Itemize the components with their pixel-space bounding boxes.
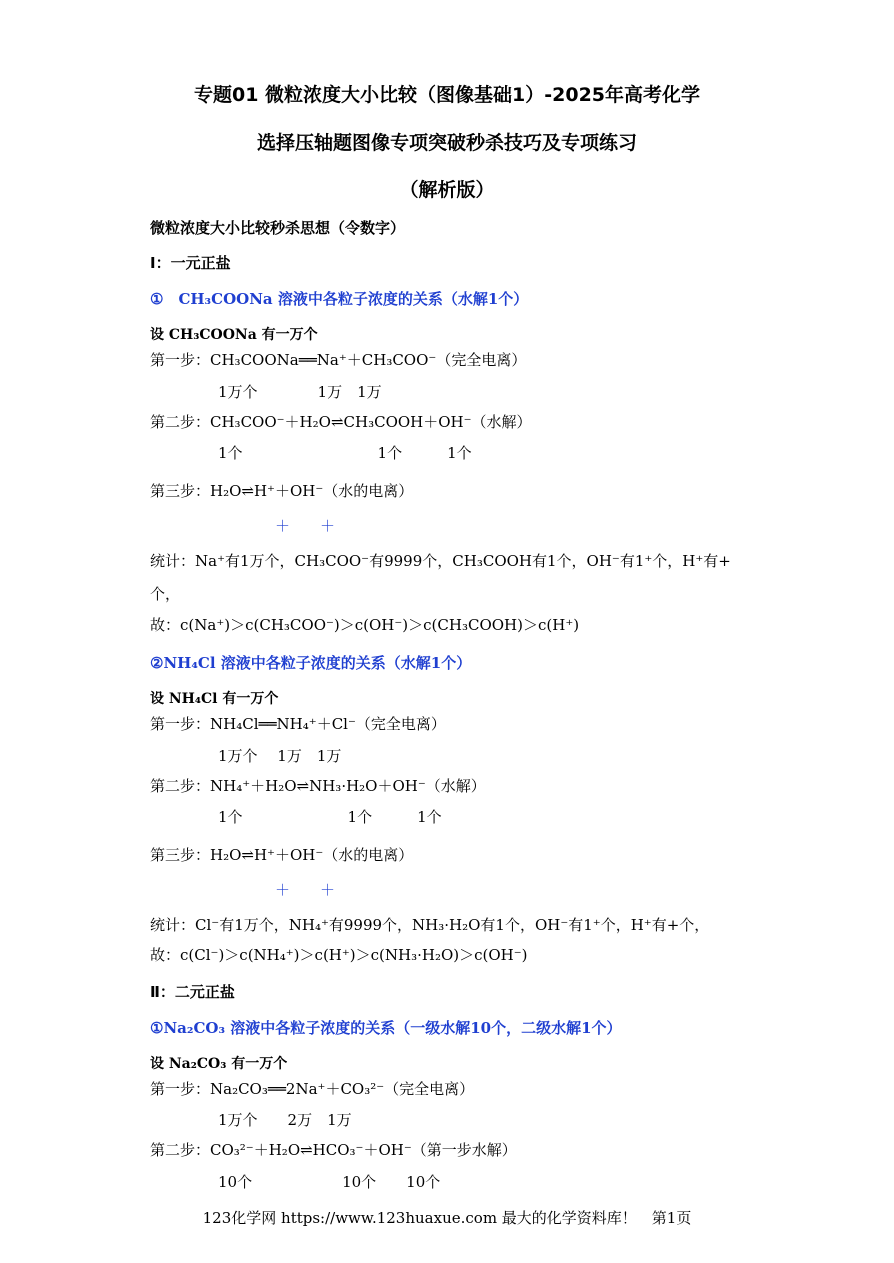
case2-assume: 设 NH₄Cl 有一万个 [150, 691, 279, 707]
case1-step3-marks: ＋ ＋ [275, 517, 336, 535]
case3-step1-counts: 1万个 2万 1万 [218, 1111, 352, 1129]
case2-step2-counts: 1个 1个 1个 [218, 808, 442, 826]
case1-step2-counts: 1个 1个 1个 [218, 444, 472, 462]
case1-conclusion: 故：c(Na⁺)＞c(CH₃COO⁻)＞c(OH⁻)＞c(CH₃COOH)＞c(H⁺) [150, 616, 580, 634]
case2-step1: 第一步：NH₄Cl══NH₄⁺＋Cl⁻（完全电离） [150, 715, 446, 733]
intro-heading: 微粒浓度大小比较秒杀思想（令数字） [150, 219, 406, 237]
case1-assume: 设 CH₃COONa 有一万个 [150, 327, 318, 343]
doc-title-line2: 选择压轴题图像专项突破秒杀技巧及专项练习 [256, 132, 637, 154]
case3-step2: 第二步：CO₃²⁻＋H₂O⇌HCO₃⁻＋OH⁻（第一步水解） [150, 1141, 517, 1159]
case2-conclusion: 故：c(Cl⁻)＞c(NH₄⁺)＞c(H⁺)＞c(NH₃·H₂O)＞c(OH⁻) [150, 946, 528, 964]
case2-stat: 统计：Cl⁻有1万个，NH₄⁺有9999个，NH₃·H₂O有1个，OH⁻有1⁺个，H⁺有+个， [150, 916, 710, 934]
case2-step3-marks: ＋ ＋ [275, 881, 336, 899]
section2-heading: Ⅱ：二元正盐 [150, 983, 235, 1001]
case1-step3: 第三步：H₂O⇌H⁺＋OH⁻（水的电离） [150, 482, 414, 500]
case2-step2: 第二步：NH₄⁺＋H₂O⇌NH₃·H₂O＋OH⁻（水解） [150, 777, 486, 795]
case1-title: ① CH₃COONa 溶液中各粒子浓度的关系（水解1个） [150, 290, 529, 308]
case3-assume: 设 Na₂CO₃ 有一万个 [150, 1056, 288, 1072]
case1-stat-cont: 个， [150, 585, 181, 603]
case1-step2: 第二步：CH₃COO⁻＋H₂O⇌CH₃COOH＋OH⁻（水解） [150, 413, 532, 431]
section1-heading: Ⅰ：一元正盐 [150, 254, 231, 272]
case3-step2-counts: 10个 10个 10个 [218, 1173, 441, 1191]
case1-step1: 第一步：CH₃COONa══Na⁺＋CH₃COO⁻（完全电离） [150, 351, 527, 369]
case2-title: ②NH₄Cl 溶液中各粒子浓度的关系（水解1个） [150, 654, 472, 672]
case3-step1: 第一步：Na₂CO₃══2Na⁺＋CO₃²⁻（完全电离） [150, 1080, 475, 1098]
page-footer: 123化学网 https://www.123huaxue.com 最大的化学资料库！ 第1页 [202, 1209, 692, 1227]
doc-title-line1: 专题01 微粒浓度大小比较（图像基础1）-2025年高考化学 [193, 84, 701, 106]
case2-step3: 第三步：H₂O⇌H⁺＋OH⁻（水的电离） [150, 846, 414, 864]
case2-step1-counts: 1万个 1万 1万 [218, 747, 342, 765]
doc-title-line3: （解析版） [399, 179, 495, 201]
case1-step1-counts: 1万个 1万 1万 [218, 383, 382, 401]
case3-title: ①Na₂CO₃ 溶液中各粒子浓度的关系（一级水解10个，二级水解1个） [150, 1019, 622, 1037]
case1-stat: 统计：Na⁺有1万个，CH₃COO⁻有9999个，CH₃COOH有1个，OH⁻有1⁺个，H⁺有+ [150, 552, 731, 570]
